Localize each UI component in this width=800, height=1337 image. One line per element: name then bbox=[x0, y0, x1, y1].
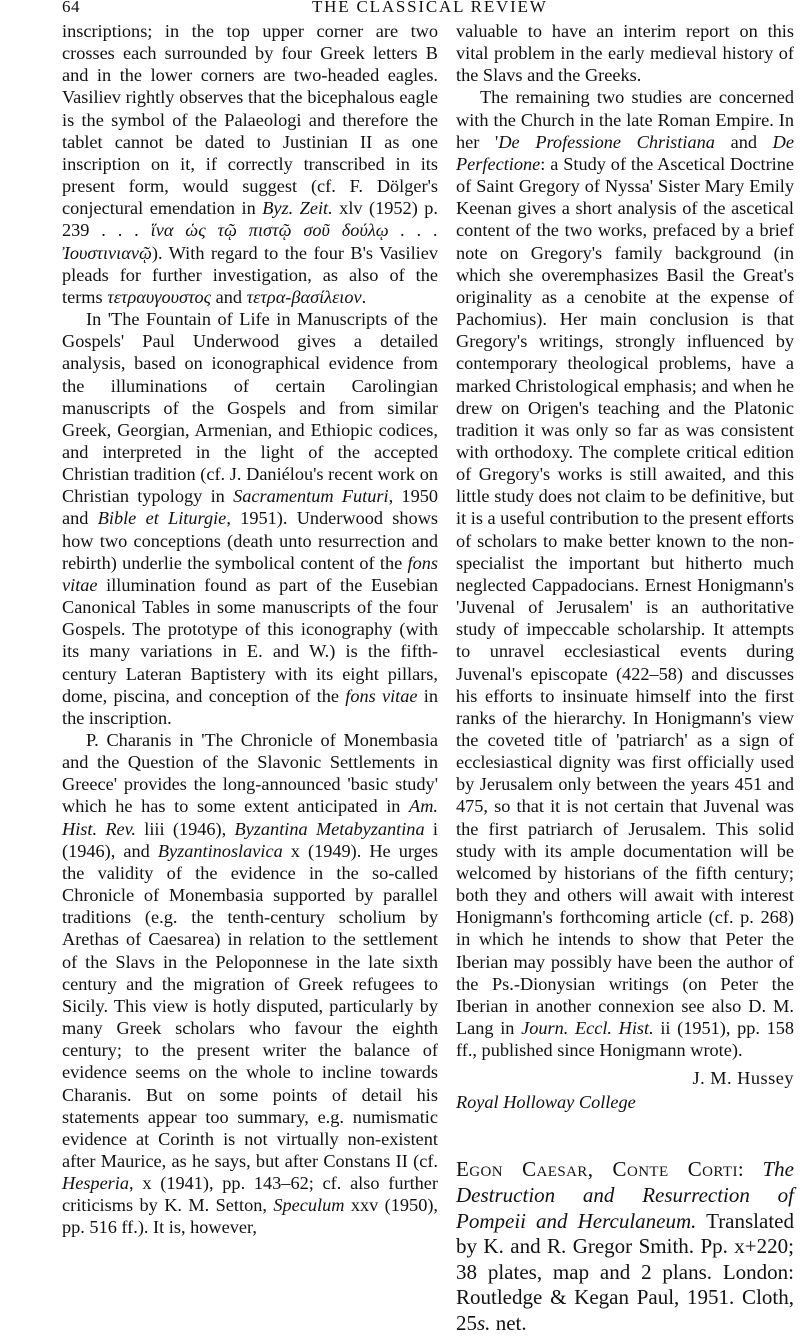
running-title: THE CLASSICAL REVIEW bbox=[312, 0, 548, 16]
left-paragraph-2: In 'The Fountain of Life in Manuscripts of the Gospels' Paul Underwood gives a detailed analysis, based on iconographical evidence from the illuminations of certain Carolingian manuscripts of the Gospels and from similar Greek, Georgian, Armenian, and Ethiopic codices, and interpreted in the light of the accepted Christian tradition (cf. J. Daniélou's recent work on Christian typology in Sacramentum Futuri, 1950 and Bible et Liturgie, 1951). Underwood shows how two conceptions (death unto resurrection and rebirth) underlie the symbolical content of the fons vitae illumination found as part of the Eusebian Canonical Tables in some manuscripts of the four Gospels. The prototype of this iconography (with its many variations in E. and W.) is the fifth-century Lateran Baptistery with its eight pillars, dome, piscina, and conception of the fons vitae in the inscription. bbox=[62, 309, 439, 728]
review-book-title: The Destruction and Resurrection of Pompeii and Herculaneum. bbox=[456, 1157, 794, 1233]
page-number: 64 bbox=[62, 0, 80, 16]
left-paragraph-1: inscriptions; in the top upper corner are two crosses each surrounded by four Greek letters B and in the lower corners are two-headed eagles. Vasiliev rightly observes that the bicephalous eagle is the symbol of the Palaeologi and therefore the tablet cannot be dated to Justinian II as one inscription on it, if correctly transcribed in its present form, would suggest (cf. F. Dölger's conjectural emendation in Byz. Zeit. xlv (1952) p. 239 . . . ἵνα ὡς τῷ πιστῷ σοῦ δούλῳ . . . Ἰουστινιανῷ). With regard to the four B's Vasiliev pleads for further investigation, as also of the terms τετραυγουστος and τετρα-βασίλειον. bbox=[62, 21, 438, 307]
reviewer-signature: J. M. Hussey bbox=[692, 1068, 794, 1089]
greek-term: τετραυγουστος bbox=[107, 286, 212, 307]
reviewer-affiliation: Royal Holloway College bbox=[456, 1092, 636, 1113]
left-column bbox=[62, 20, 438, 1239]
right-column bbox=[456, 20, 794, 1337]
page-header bbox=[62, 0, 800, 22]
right-paragraph-1: valuable to have an interim report on this vital problem in the early medieval history of the Slavs and the Greeks. bbox=[456, 21, 794, 86]
review-author: Egon Caesar, Conte Corti bbox=[456, 1157, 738, 1182]
greek-term: τετρα-βασίλειον bbox=[246, 286, 362, 307]
review-book-details: Translated by K. and R. Gregor Smith. Pp. x+220; 38 plates, map and 2 plans. London: Routledge & Kegan Paul, 1951. Cloth, 25 bbox=[456, 1208, 794, 1335]
review-heading: Egon Caesar, Conte Corti: The Destruction and Resurrection of Pompeii and Herculaneum. Translated by K. and R. Gregor Smith. Pp. x+220; 38 plates, map and 2 plans. London: Routledge & Kegan Paul, 1951. Cloth, 25s. net. bbox=[456, 1157, 794, 1335]
right-paragraph-2: The remaining two studies are concerned with the Church in the late Roman Empire. In her 'De Professione Christiana and De Perfectione: a Study of the Ascetical Doctrine of Saint Gregory of Nyssa' Sister Mary Emily Keenan gives a short analysis of the ascetical content of the two works, prefaced by a brief note on Gregory's family background (in which she overemphasizes Basil the Great's originality as a cenobite at the expense of Pachomius). Her main conclusion is that Gregory's writings, strongly influenced by contemporary theological problems, have a marked Christological emphasis; and when he drew on Origen's teaching and the Platonic tradition it was only so far as was consistent with orthodoxy. The complete critical edition of Gregory's works is still awaited, and this little study does not claim to be definitive, but it is a useful contribution to the present efforts of scholars to make better known to the non-specialist the important but hitherto much neglected Cappadocians. Ernest Honigmann's 'Juvenal of Jerusalem' is an authoritative study of impeccable scholarship. It attempts to unravel ecclesiastical events during Juvenal's episcopate (422–58) and discusses his efforts to insinuate himself into the first ranks of the hierarchy. In Honigmann's view the coveted title of 'patriarch' as a sign of ecclesiastical dignity was first officially used by Jerusalem only between the years 451 and 475, so that it is not certain that Juvenal was the first patriarch of Jerusalem. This solid study with its ample documentation will be welcomed by historians of the fifth century; both they and others will await with interest Honigmann's forthcoming article (cf. p. 268) in which he intends to show that Peter the Iberian may possibly have been the author of the Ps.-Dionysian writings (on Peter the Iberian in another connexion see also D. M. Lang in Journ. Eccl. Hist. ii (1951), pp. 158 ff., published since Honigmann wrote). bbox=[456, 87, 794, 1061]
left-paragraph-3: P. Charanis in 'The Chronicle of Monembasia and the Question of the Slavonic Settlements in Greece' provides the long-announced 'basic study' which he has to some extent anticipated in Am. Hist. Rev. liii (1946), Byzantina Metabyzantina i (1946), and Byzantinoslavica x (1949). He urges the validity of the evidence in the so-called Chronicle of Monembasia supported by parallel traditions (e.g. the tenth-century scholium by Arethas of Caesarea) in relation to the settlement of the Slavs in the Peloponnese in the late sixth century and the migration of Greek refugees to Sicily. This view is hotly disputed, particularly by many Greek scholars who favour the eighth century; to the present writer the balance of evidence seems on the whole to incline towards Charanis. But on some points of detail his statements appear too summary, e.g. numismatic evidence at Corinth is not virtually non-existent after Maurice, as he says, but after Constans II (cf. Hesperia, x (1941), pp. 143–62; cf. also further criticisms by K. M. Setton, Speculum xxv (1950), pp. 516 ff.). It is, however, bbox=[62, 730, 438, 1238]
greek-quotation: ἵνα ὡς τῷ πιστῷ σοῦ δούλῳ . . . Ἰουστινιανῷ bbox=[62, 220, 438, 263]
